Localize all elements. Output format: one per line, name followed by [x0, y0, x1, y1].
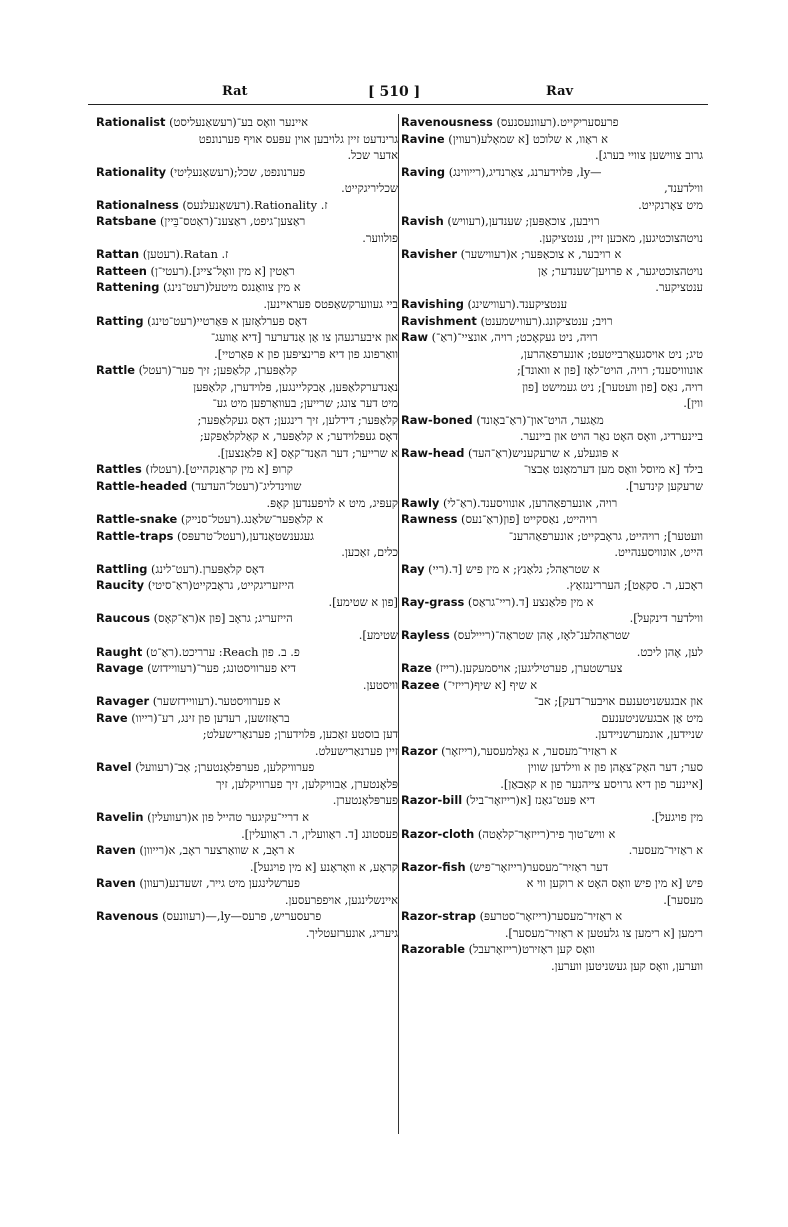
definition-line: ענטציקער. [655, 280, 703, 295]
headword: Raw [401, 330, 428, 345]
headword: Ravish [401, 214, 444, 229]
definition-line: פ. ב. פון Reach: ערריכט. [178, 644, 300, 659]
dictionary-entry [401, 164, 703, 214]
definition-line: גיעריג, אונערזעטליך. [305, 925, 398, 940]
definition-line: ענטציקענד. [515, 297, 568, 312]
pronunciation: (רעוויש) [447, 214, 486, 229]
definition-line: מין פויגעל]. [651, 809, 703, 824]
dictionary-entry [96, 213, 398, 246]
definition-line: ווילדער דינקעל]. [629, 611, 703, 626]
pronunciation: (רעטען) [142, 247, 180, 262]
dictionary-entry [96, 842, 398, 875]
pronunciation: (רייזאָרעבל) [468, 942, 522, 957]
definition-line: דאָס געפּלוידער; א קלאַפּער, א קאַלקלאַפּקע; [199, 429, 398, 444]
pronunciation: (רעווישער) [460, 247, 511, 262]
dictionary-entry [401, 561, 703, 594]
dictionary-entry [96, 478, 398, 511]
definition-line: שרעקען קינדער]. [625, 479, 703, 494]
headword: Raucity [96, 578, 145, 593]
pronunciation: (ראַ־באָונד) [476, 412, 527, 427]
definition-line: א פּוגעלע, א שרעקעניש [512, 445, 619, 460]
definition-line: געגענשטאַנדען, [245, 528, 314, 543]
definition-line: ביינערדיג, וואָס האָט נאַר הויט און ביינער. [519, 429, 703, 444]
definition-line: פרעסעריקייט. [556, 115, 619, 129]
definition-line: און אבגעשניטענעם אויבער־דעק]; אב־ [533, 694, 703, 709]
definition-line: לען, אָהן ליכט. [636, 644, 703, 659]
pronunciation: (רייזאָר־קלאָטה) [477, 826, 551, 841]
dictionary-entry [401, 313, 703, 330]
definition-line: א דריי־עקיגער טהייל פון א [191, 809, 310, 824]
definition-line: טיג; ניט אויסגעאַרבייטעט; אונערפאַהרען, [520, 346, 703, 361]
dictionary-entry [96, 313, 398, 363]
left-column [96, 114, 398, 941]
definition-line: וויסטען. [362, 677, 398, 692]
pronunciation: (רעט־טינג) [147, 313, 197, 328]
dictionary-entry [401, 495, 703, 512]
pronunciation: (רעטל־סנייק) [180, 512, 241, 527]
headword: Rattle [96, 363, 135, 378]
headword: Rayless [401, 627, 450, 642]
headword: Raught [96, 644, 143, 659]
pronunciation: (רעוונעס) [162, 909, 206, 924]
definition-line: הייזעריגקייט, גראָבקייט [192, 578, 295, 593]
definition-line: דיא פּעט־גאַנז [א [519, 793, 595, 808]
headword: Rattle-snake [96, 512, 178, 527]
dictionary-entry [96, 577, 398, 610]
definition-line: רויה, ניט געקאָכט; רויה, אונציי־ [457, 330, 598, 345]
dictionary-entry [401, 246, 703, 296]
headword: Razor [401, 743, 438, 758]
pronunciation: (רייז) [435, 661, 460, 676]
dictionary-entry [401, 859, 703, 909]
pronunciation: (רעט־נינג) [162, 280, 210, 295]
definition-line: נויטהצוכטיגער, א פרויען־שענדער; אַן [538, 263, 703, 278]
headword: Razor-bill [401, 793, 463, 808]
definition-line: וואַרפונג פון דיא פּרינציפּען פון א פּאַרטיי]. [214, 346, 398, 361]
dictionary-entry [401, 908, 703, 941]
headword: Rattling [96, 561, 148, 576]
headword: Ravisher [401, 247, 458, 262]
headword: Raw-boned [401, 412, 473, 427]
definition-line: בראַזזשען, רעדען פון זינג, רע־ [157, 710, 290, 725]
pronunciation: (רעווישינג) [467, 297, 516, 312]
definition-line: סער; דער האַק־צאָהן פון א ווילדען שווין [527, 760, 703, 775]
definition-line: קרופּ [א מין קראַנקהייט]. [181, 462, 293, 477]
dictionary-entry [96, 908, 398, 941]
dictionary-entry [96, 875, 398, 908]
definition-line: פערוויקלען, פערפּלאָנטערן; אַב־ [173, 760, 315, 775]
definition-line: פולווער. [362, 230, 398, 245]
headword: Rationalness [96, 197, 179, 212]
definition-line: א ראַוו, א שלוכט [א שמאָלע [480, 131, 609, 146]
definition-line: גרוב צווישען צוויי בערג]. [595, 148, 703, 163]
dictionary-entry [96, 362, 398, 461]
pronunciation: (ריי) [428, 561, 449, 576]
headword: Razor-cloth [401, 826, 475, 841]
headword: Rattle-headed [96, 479, 188, 494]
definition-line: פרעסעריש, פרעס—ly,— [205, 909, 322, 924]
pronunciation: (ראַ־לי) [442, 495, 477, 510]
definition-line: פּלאָנטערן, אַבוויקלען, זיך פערוויקלען, זיך [215, 776, 398, 791]
definition-line: —ly, פּלוידערנג, צאַרנדיג, [485, 164, 602, 179]
right-column [398, 114, 703, 1134]
dictionary-entry [401, 329, 703, 412]
dictionary-entry [96, 279, 398, 312]
pronunciation: (רעוויידזש) [147, 661, 197, 676]
pronunciation: (רייזאָר) [441, 743, 478, 758]
headword: Rawly [401, 495, 440, 510]
pronunciation: (רעטל־טרעפּס) [177, 528, 246, 543]
headword: Rave [96, 710, 128, 725]
pronunciation: (רעווישמענט) [480, 313, 543, 328]
definition-line: שטראַהלענ־לאָז, אָהן שטראַה־ [495, 627, 630, 642]
pronunciation: (רעוון) [139, 876, 170, 891]
definition-line: ביי געווערקשאַפטס פעראיינען. [263, 297, 398, 312]
definition-line: ראָכע, ר. סקאַט]; העררינגזאַץ. [566, 578, 703, 593]
dictionary-entry [401, 594, 703, 627]
dictionary-entry [96, 164, 398, 197]
headword: Ravenousness [401, 115, 493, 129]
definition-line: ראַצען־גיפט, ראַצענ־ [213, 214, 306, 229]
definition-line: מיט אַן אבגעשניטענעם [601, 710, 703, 725]
dictionary-entry [401, 412, 703, 445]
pronunciation: (רעוונעסנעס) [496, 115, 557, 129]
headword: Rationalist [96, 115, 166, 129]
definition-line: און איבערגעהן צו אַן אַנדערער [דיא אַוועג־ [210, 330, 398, 345]
definition-line: שניידען, אונמערשניידען. [594, 727, 703, 742]
definition-line: רויה, נאַס [פון וועטער]; ניט געמישט [פון [522, 379, 703, 394]
definition-line: פעסטונג [ד. ראַוועלין, ר. ראַוועלין]. [241, 826, 398, 841]
pronunciation: (ראַ־) [431, 330, 458, 345]
pronunciation: (רייוו) [131, 710, 158, 725]
dictionary-entry [96, 263, 398, 280]
definition-line: [פון א שטימע]. [328, 594, 398, 609]
dictionary-entry [96, 809, 398, 842]
dictionary-entry [96, 644, 398, 661]
dictionary-entry [401, 627, 703, 660]
dictionary-entry [96, 660, 398, 693]
pronunciation: (ראַ־נעס) [461, 512, 504, 527]
definition-line: פיש [א מין פיש וואָס האָט א רוקען ווי א [526, 876, 703, 891]
pronunciation: (רעווין) [448, 131, 481, 146]
dictionary-page [88, 82, 708, 1142]
headword: Ravager [96, 694, 150, 709]
definition-line: גרינדעט זיין גלויבען אוין עפּעס אויף פערנונפט [198, 131, 398, 146]
definition-line: מאַגער, הויט־און־ [526, 412, 604, 427]
definition-line: א ראָב, א שוואַרצער ראָב, א [168, 843, 295, 858]
pronunciation: (ראַ־העד) [468, 445, 513, 460]
pronunciation: (רעטלז) [145, 462, 182, 477]
headword: Ravishment [401, 313, 477, 328]
headword: Razor-fish [401, 859, 466, 874]
definition-line: דאָס קלאַפּערן. [199, 561, 265, 576]
headword: Ray-grass [401, 594, 465, 609]
headword: Ray [401, 561, 425, 576]
definition-line: א קלאַפּער־שלאַנג. [240, 512, 324, 527]
pronunciation: (ריי־גראַס) [467, 594, 516, 609]
definition-line: רימען [א רימען צו גלעטען א ראַזיר־מעסער]. [504, 925, 703, 940]
definition-line: פערפּלאָנטערן. [332, 793, 398, 808]
dictionary-entry [401, 445, 703, 495]
definition-line: רויב; ענטציקונג. [542, 313, 613, 328]
headword: Ravine [401, 131, 445, 146]
headword: Ravenous [96, 909, 159, 924]
definition-line: רויהייט, נאַסקייט [פון [503, 512, 598, 527]
headword: Ratting [96, 313, 144, 328]
definition-line: ווין]. [683, 396, 703, 411]
definition-line: ווילדענד, [664, 181, 703, 196]
dictionary-entry [401, 213, 703, 246]
definition-line: מיט דער צונג; שרייען; בעוואַרפען מיט גע־ [212, 396, 398, 411]
definition-line: נויטהצוכטיגען, מאכען זיין, ענטציקען. [538, 230, 703, 245]
pronunciation: (רעט־לינג) [151, 561, 199, 576]
pronunciation: (ראַטס־בֵּיין) [159, 214, 214, 229]
definition-line: הייט, אונוויסענהייט. [614, 545, 703, 560]
dictionary-entry [401, 114, 703, 131]
definition-line: א שרייער; דער האַנד־קאָס [א פּלאַנצען]. [217, 445, 398, 460]
dictionary-entry [96, 759, 398, 809]
definition-line: קעפּיג, מיט א לויפענדען קאָפּ. [266, 495, 398, 510]
headword: Rawness [401, 512, 458, 527]
headword: Ravelin [96, 809, 144, 824]
headword: Razee [401, 677, 440, 692]
definition-line: דאָס פערלאָזען א פּאַרטיי [196, 313, 308, 328]
definition-line: כלים, זאַכען. [341, 545, 398, 560]
definition-line: שכליריגקייט. [341, 181, 398, 196]
definition-line: א שיף [א שיף [474, 677, 538, 692]
definition-line: מעסער]. [663, 892, 703, 907]
pronunciation: (רייזאָר־פיש) [469, 859, 527, 874]
pronunciation: (רעוועל) [135, 760, 174, 775]
dictionary-entry [401, 792, 703, 825]
pronunciation: (רעטל־העדעד) [190, 479, 259, 494]
definition-line: וואָס קען ראַזירט [521, 942, 595, 957]
definition-line: הייזעריג; גראָב [פון א [198, 611, 293, 626]
definition-line: א ראַזיר־מעסער, א גאָלמעסער, [477, 743, 617, 758]
definition-line: א שטראַהל; גלאַנץ; א מין פיש [ד. [448, 561, 600, 576]
headword: Razor-strap [401, 909, 476, 924]
headword: Ravage [96, 661, 144, 676]
page-header [88, 82, 708, 105]
pronunciation: (רייילעס) [453, 627, 496, 642]
definition-line: וועטער]; רויהייט, גראָבקייט; אונערפאַהרענ־ [508, 528, 703, 543]
dictionary-entry [96, 197, 398, 214]
definition-line: רויבען, צוכאַפּען; שענדען, [485, 214, 600, 229]
dictionary-entry [96, 528, 398, 561]
definition-line: מיט צאָרנקייט. [638, 197, 703, 212]
dictionary-entry [401, 677, 703, 743]
definition-line: דער ראַזיר־מעסער [526, 859, 609, 874]
definition-line: אונווויסענד; רויה, הויט־לאָז [פון א וואונד]; [516, 363, 703, 378]
headword: Raze [401, 661, 432, 676]
dictionary-entry [96, 561, 398, 578]
definition-line: נאַנדערקלאַפּען, אַבקליינגען, פּלוידערן, קלאַפּען [193, 379, 398, 394]
definition-line: א מין פלאַנצע [ד. [515, 594, 594, 609]
headword: Raven [96, 876, 136, 891]
pronunciation: (רעשאַנעלנעס) [182, 197, 251, 212]
headword: Raw-head [401, 445, 465, 460]
pronunciation: (רייזאָר־סטרעפּ) [479, 909, 552, 924]
dictionary-entry [96, 693, 398, 710]
page-number: [ 510 ] [368, 84, 421, 100]
dictionary-entry [96, 610, 398, 643]
dictionary-entry [96, 461, 398, 478]
definition-line: ז. Rationality. [250, 197, 328, 212]
definition-line: א וויש־טוך פיר [550, 826, 616, 841]
left-guide-word: Rat [222, 84, 248, 99]
definition-line: איינער וואָס בע־ [236, 115, 308, 129]
definition-line: ז. Ratan. [179, 247, 229, 262]
pronunciation: (רעוועלין) [147, 809, 192, 824]
pronunciation: (רייווינג) [448, 164, 486, 179]
pronunciation: (ראַ־סיטי) [147, 578, 193, 593]
dictionary-entry [96, 246, 398, 263]
headword: Ravel [96, 760, 132, 775]
definition-line: רויה, אונערפאַהרען, אונוויסענד. [476, 495, 618, 510]
headword: Rattle-traps [96, 528, 174, 543]
definition-line: א רויבער, א צוכאַפּער; א [510, 247, 622, 262]
headword: Raven [96, 843, 136, 858]
definition-line: א ראַזיר־מעסער. [628, 843, 703, 858]
pronunciation: (ראַ־קאָס) [153, 611, 199, 626]
pronunciation: (רעוויידזשער) [152, 694, 215, 709]
definition-line: דען בוסטע זאַכען, פּלוידערן; פערנאַרישעלט; [202, 727, 398, 742]
definition-line: קראָע, א וואָראָנע [א מין פויגעל]. [249, 859, 398, 874]
definition-line: אדער שכל. [347, 148, 398, 163]
dictionary-entry [401, 941, 703, 974]
headword: Ravishing [401, 297, 464, 312]
dictionary-entry [96, 710, 398, 760]
definition-line: ווערען, וואָס קען געשניטען ווערען. [551, 958, 703, 973]
pronunciation: (רייזאָר־ביל) [465, 793, 520, 808]
dictionary-entry [401, 296, 703, 313]
dictionary-entry [401, 743, 703, 793]
right-guide-word: Rav [546, 84, 574, 99]
headword: Rationality [96, 164, 167, 179]
definition-line: זיין פערנאַרישעלט. [314, 743, 398, 758]
definition-line: שטימע]. [358, 627, 398, 642]
dictionary-entry [401, 131, 703, 164]
definition-line: א ראַזיר־מעסער [551, 909, 623, 924]
columns [88, 114, 708, 1142]
dictionary-entry [96, 114, 398, 164]
definition-line: איינשלינגען, אויפפרעסען. [284, 892, 398, 907]
definition-line: א פערוויסטער. [214, 694, 281, 709]
pronunciation: (רעשאַנעלִיטי) [169, 164, 234, 179]
headword: Rattles [96, 462, 142, 477]
definition-line: ראַטין [א מין וואָל־צייג]. [188, 263, 295, 278]
definition-line: פערנונפט, שכל; [233, 164, 306, 179]
definition-line: שווינדליג־ [258, 479, 302, 494]
headword: Ratteen [96, 263, 147, 278]
dictionary-entry [96, 511, 398, 528]
pronunciation: (ראַ־ט) [145, 644, 179, 659]
headword: Rattening [96, 280, 160, 295]
headword: Ratsbane [96, 214, 157, 229]
definition-line: דיא פערוויסטונג; פער־ [196, 661, 296, 676]
definition-line: פערשלינגען מיט גייר, זשעדנע [169, 876, 300, 891]
pronunciation: (רייוון) [139, 843, 169, 858]
definition-line: קלאַפּער; דידלען, זיך רינגען; דאָס געקלאַפּער; [197, 412, 398, 427]
headword: Rattan [96, 247, 140, 262]
headword: Raucous [96, 611, 151, 626]
pronunciation: (רייזי־) [443, 677, 475, 692]
headword: Raving [401, 164, 446, 179]
definition-line: קלאַפּערן, קלאַפּען; זיך פער־ [171, 363, 297, 378]
definition-line: א מין צוואַנגס מיטעל [209, 280, 301, 295]
dictionary-entry [401, 511, 703, 561]
dictionary-entry [401, 826, 703, 859]
pronunciation: (רעטל) [138, 363, 172, 378]
definition-line: צערשטערן, פערטיליגען; אויסמעקען. [459, 661, 623, 676]
definition-line: בילד [א מיוסל וואָס מען דערמאָנט אַבצו־ [523, 462, 703, 477]
dictionary-entry [401, 660, 703, 677]
definition-line: [איינער פון דיא גרויסע צייהנער פון א קאַבאַן]. [500, 776, 703, 791]
pronunciation: (רעשאַנעליסט) [169, 115, 237, 129]
pronunciation: (רעטי־ן) [150, 263, 189, 278]
headword: Razorable [401, 942, 465, 957]
